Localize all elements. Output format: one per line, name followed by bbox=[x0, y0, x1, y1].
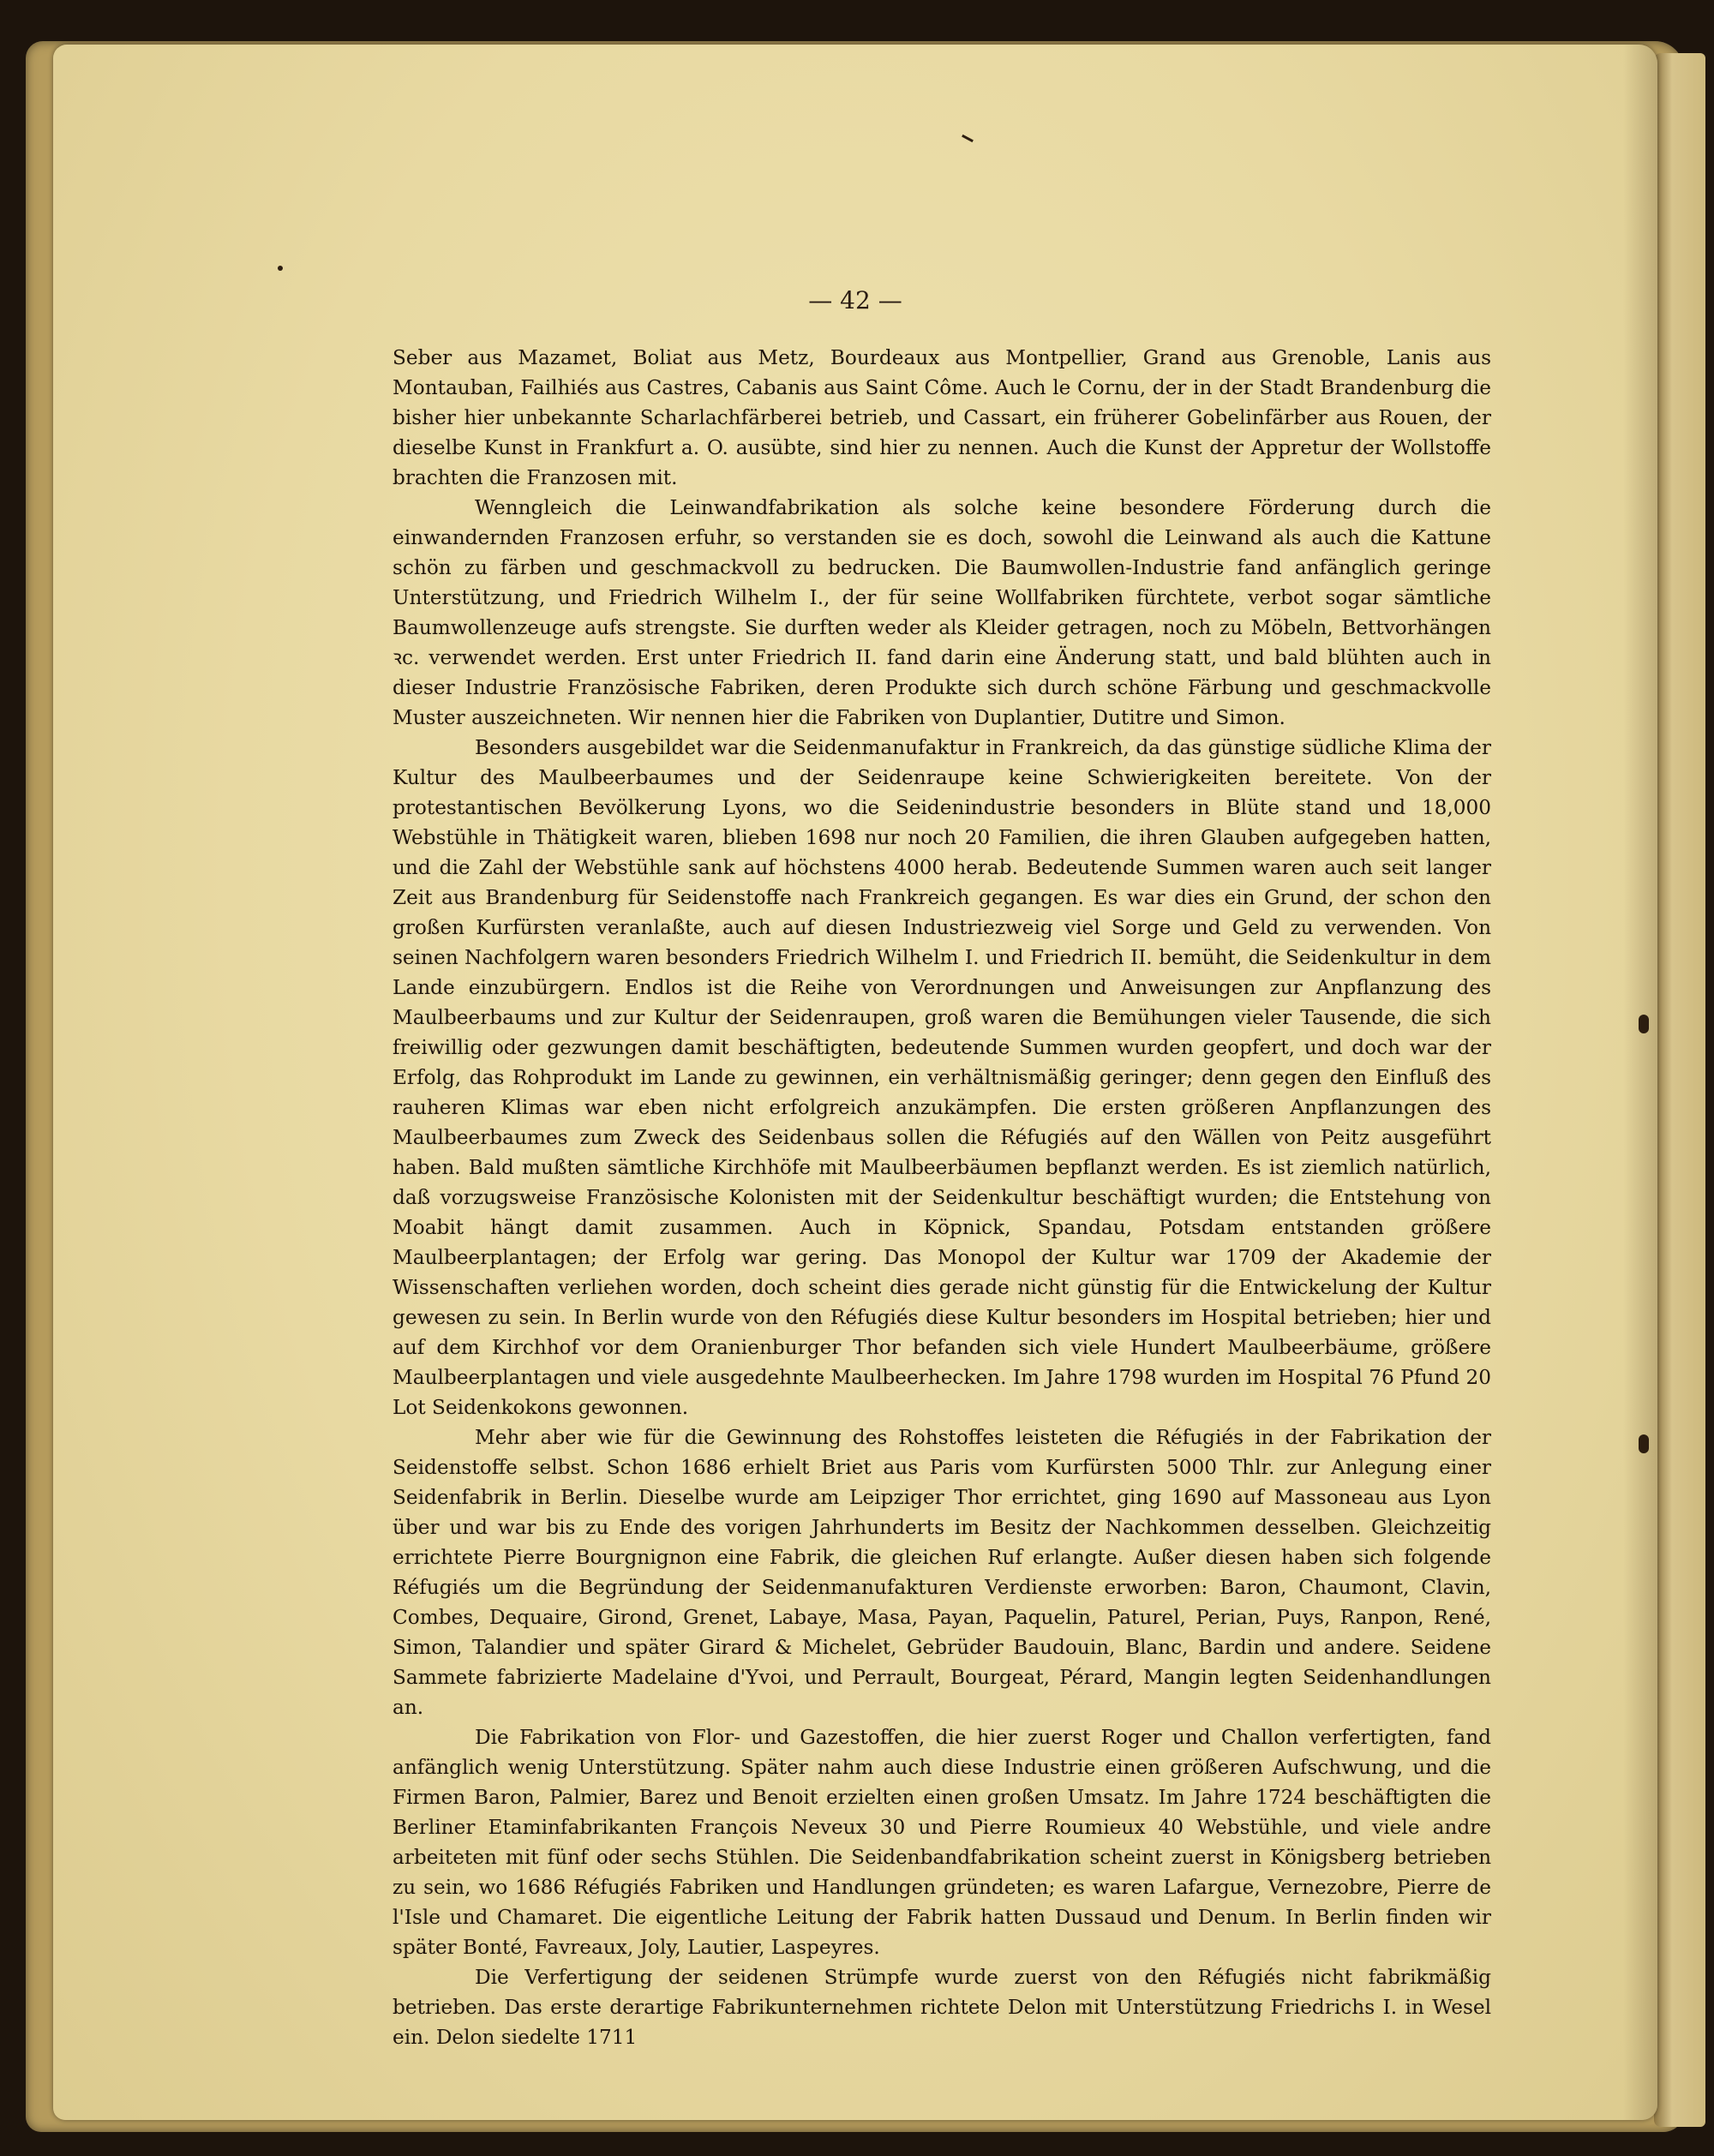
page-number: — 42 — bbox=[808, 286, 902, 314]
page-gutter-shadow bbox=[1623, 45, 1657, 2120]
paragraph: Wenngleich die Leinwandfabrikation als solche keine besondere Förderung durch die einwandernden Franzosen erfuhr, so verstanden sie es doch, sowohl die Leinwand als auch die Kattune schön zu färben und geschmackvoll zu bedrucken. Die Baumwollen-Industrie fand anfänglich geringe Unterstützung, und Friedrich Wilhelm I., der für seine Wollfabriken fürchtete, verbot sogar sämtliche Baumwollenzeuge aufs strengste. Sie durften weder als Kleider getragen, noch zu Möbeln, Bettvorhängen ꝛc. verwendet werden. Erst unter Friedrich II. fand darin eine Änderung statt, und bald blühten auch in dieser Industrie Französische Fabriken, deren Produkte sich durch schöne Färbung und geschmackvolle Muster auszeichneten. Wir nennen hier die Fabriken von Duplantier, Dutitre und Simon. bbox=[393, 496, 1491, 729]
paragraph: Die Fabrikation von Flor- und Gazestoffen, die hier zuerst Roger und Challon verfertigten, fand anfänglich wenig Unterstützung. Später nahm auch diese Industrie einen größeren Aufschwung, und die Firmen Baron, Palmier, Barez und Benoit erzielten einen großen Umsatz. Im Jahre 1724 beschäftigten die Berliner Etaminfabrikanten François Neveux 30 und Pierre Roumieux 40 Webstühle, und viele andre arbeiteten mit fünf oder sechs Stühlen. Die Seidenbandfabrikation scheint zuerst in Königsberg betrieben zu sein, wo 1686 Réfugiés Fabriken und Handlungen gründeten; es waren Lafargue, Vernezobre, Pierre de l'Isle und Chamaret. Die eigentliche Leitung der Fabrik hatten Dussaud und Denum. In Berlin finden wir später Bonté, Favreaux, Joly, Lautier, Laspeyres. bbox=[393, 1726, 1491, 1959]
paragraph: Besonders ausgebildet war die Seidenmanufaktur in Frankreich, da das günstige südliche Klima der Kultur des Maulbeerbaumes und der Seidenraupe keine Schwierigkeiten bereitete. Von der protestantischen Bevölkerung Lyons, wo die Seidenindustrie besonders in Blüte stand und 18,000 Webstühle in Thätigkeit waren, blieben 1698 nur noch 20 Familien, die ihren Glauben aufgegeben hatten, und die Zahl der Webstühle sank auf höchstens 4000 herab. Bedeutende Summen waren auch seit langer Zeit aus Brandenburg für Seidenstoffe nach Frankreich gegangen. Es war dies ein Grund, der schon den großen Kurfürsten veranlaßte, auch auf diesen Industriezweig viel Sorge und Geld zu verwenden. Von seinen Nachfolgern waren besonders Friedrich Wilhelm I. und Friedrich II. bemüht, die Seidenkultur in dem Lande einzubürgern. Endlos ist die Reihe von Verordnungen und Anweisungen zur Anpflanzung des Maulbeerbaums und zur Kultur der Seidenraupen, groß waren die Bemühungen vieler Tausende, die sich freiwillig oder gezwungen damit beschäftigten, bedeutende Summen wurden geopfert, und doch war der Erfolg, das Rohprodukt im Lande zu gewinnen, ein verhältnismäßig geringer; denn gegen den Einfluß des rauheren Klimas war eben nicht erfolgreich anzukämpfen. Die ersten größeren Anpflanzungen des Maulbeerbaumes zum Zweck des Seidenbaus sollen die Réfugiés auf den Wällen von Peitz ausgeführt haben. Bald mußten sämtliche Kirchhöfe mit Maulbeerbäumen bepflanzt werden. Es ist ziemlich natürlich, daß vorzugsweise Französische Kolonisten mit der Seidenkultur beschäftigt wurden; die Entstehung von Moabit hängt damit zusammen. Auch in Köpnick, Spandau, Potsdam entstanden größere Maulbeerplantagen; der Erfolg war gering. Das Monopol der Kultur war 1709 der Akademie der Wissenschaften verliehen worden, doch scheint dies gerade nicht günstig für die Entwickelung der Kultur gewesen zu sein. In Berlin wurde von den Réfugiés diese Kultur besonders im Hospital betrieben; hier und auf dem Kirchhof vor dem Oranienburger Thor befanden sich viele Hundert Maulbeerbäume, größere Maulbeerplantagen und viele ausgedehnte Maulbeerhecken. Im Jahre 1798 wurden im Hospital 76 Pfund 20 Lot Seidenkokons gewonnen. bbox=[393, 736, 1491, 1419]
ink-mark bbox=[962, 135, 974, 142]
body-text bbox=[393, 343, 1491, 2052]
paragraph: Seber aus Mazamet, Boliat aus Metz, Bourdeaux aus Montpellier, Grand aus Grenoble, Lanis aus Montauban, Failhiés aus Castres, Cabanis aus Saint Côme. Auch le Cornu, der in der Stadt Brandenburg die bisher hier unbekannte Scharlachfärberei betrieb, und Cassart, ein früherer Gobelinfärber aus Rouen, der dieselbe Kunst in Frankfurt a. O. ausübte, sind hier zu nennen. Auch die Kunst der Appretur der Wollstoffe brachten die Franzosen mit. bbox=[393, 346, 1491, 489]
ink-dot bbox=[278, 266, 283, 271]
paragraph: Die Verfertigung der seidenen Strümpfe wurde zuerst von den Réfugiés nicht fabrikmäßig betrieben. Das erste derartige Fabrikunternehmen richtete Delon mit Unterstützung Friedrichs I. in Wesel ein. Delon siedelte 1711 bbox=[393, 1966, 1491, 2049]
binding-stitch bbox=[1639, 1015, 1649, 1033]
next-page-edge bbox=[1654, 53, 1705, 2127]
paragraph: Mehr aber wie für die Gewinnung des Rohstoffes leisteten die Réfugiés in der Fabrikation der Seidenstoffe selbst. Schon 1686 erhielt Briet aus Paris vom Kurfürsten 5000 Thlr. zur Anlegung einer Seidenfabrik in Berlin. Dieselbe wurde am Leipziger Thor errichtet, ging 1690 auf Massoneau aus Lyon über und war bis zu Ende des vorigen Jahrhunderts im Besitz der Nachkommen desselben. Gleichzeitig errichtete Pierre Bourgnignon eine Fabrik, die gleichen Ruf erlangte. Außer diesen haben sich folgende Réfugiés um die Begründung der Seidenmanufakturen Verdienste erworben: Baron, Chaumont, Clavin, Combes, Dequaire, Girond, Grenet, Labaye, Masa, Payan, Paquelin, Paturel, Perian, Puys, Ranpon, René, Simon, Talandier und später Girard & Michelet, Gebrüder Baudouin, Blanc, Bardin und andere. Seidene Sammete fabrizierte Madelaine d'Yvoi, und Perrault, Bourgeat, Pérard, Mangin legten Seidenhandlungen an. bbox=[393, 1426, 1491, 1719]
binding-stitch bbox=[1639, 1434, 1649, 1453]
book-page bbox=[53, 45, 1657, 2120]
